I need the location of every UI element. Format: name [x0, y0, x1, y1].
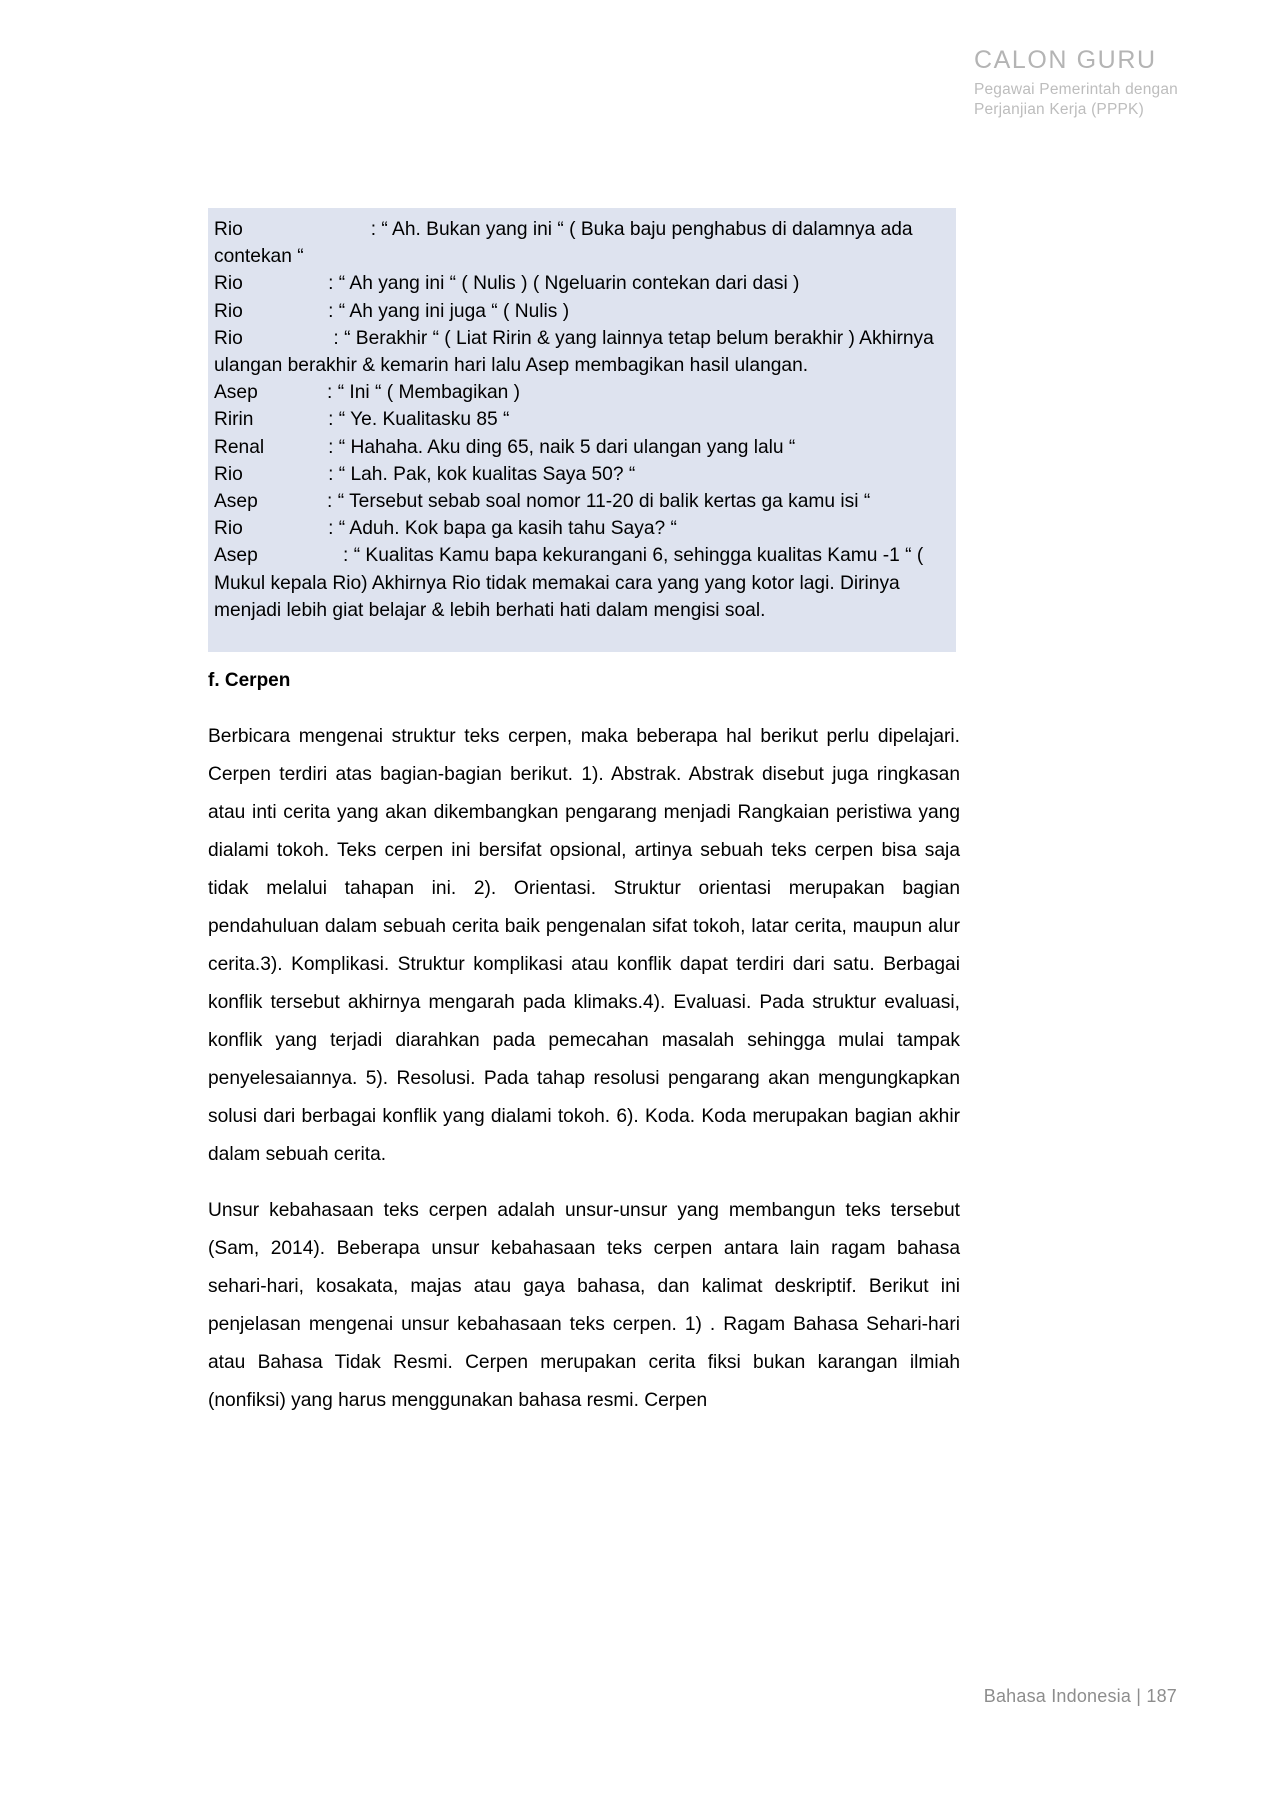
- body-paragraph: Unsur kebahasaan teks cerpen adalah unsur-unsur yang membangun teks tersebut (Sam, 2014). Beberapa unsur kebahasaan teks cerpen antara lain ragam bahasa sehari-hari, kosakata, majas atau gaya bahasa, dan kalimat deskriptif. Berikut ini penjelasan mengenai unsur kebahasaan teks cerpen. 1) . Ragam Bahasa Sehari-hari atau Bahasa Tidak Resmi. Cerpen merupakan cerita fiksi bukan karangan ilmiah (nonfiksi) yang harus menggunakan bahasa resmi. Cerpen: [208, 1200, 960, 1411]
- dialogue-line: Rio : “ Berakhir “ ( Liat Ririn & yang lainnya tetap belum berakhir ) Akhirnya ulangan berakhir & kemarin hari lalu Asep membagikan hasil ulangan.: [214, 327, 940, 377]
- section-heading: f. Cerpen: [208, 670, 291, 691]
- dialogue-line: Rio : “ Lah. Pak, kok kualitas Saya 50? “: [214, 463, 636, 485]
- body-content: [208, 718, 960, 1420]
- dialogue-line: Renal : “ Hahaha. Aku ding 65, naik 5 dari ulangan yang lalu “: [214, 436, 796, 458]
- dialogue-line: Asep : “ Kualitas Kamu bapa kekurangani 6, sehingga kualitas Kamu -1 “ ( Mukul kepala Rio) Akhirnya Rio tidak memakai cara yang yang kotor lagi. Dirinya menjadi lebih giat belajar & lebih berhati hati dalam mengisi soal.: [214, 545, 929, 621]
- brand-title: CALON GURU: [973, 46, 1157, 74]
- document-header-brand: [974, 44, 1178, 120]
- page-footer: Bahasa Indonesia | 187: [983, 1686, 1177, 1706]
- dialogue-line: Rio : “ Ah yang ini “ ( Nulis ) ( Ngeluarin contekan dari dasi ): [214, 273, 800, 295]
- dialogue-line: Asep : “ Tersebut sebab soal nomor 11-20 di balik kertas ga kamu isi “: [214, 491, 871, 513]
- brand-subtitle-line-2: Perjanjian Kerja (PPPK): [973, 100, 1144, 118]
- dialogue-line: Rio : “ Aduh. Kok bapa ga kasih tahu Saya? “: [214, 518, 677, 540]
- dialogue-excerpt-box: [208, 208, 956, 652]
- body-paragraph: Berbicara mengenai struktur teks cerpen, maka beberapa hal berikut perlu dipelajari. Cerpen terdiri atas bagian-bagian berikut. 1). Abstrak. Abstrak disebut juga ringkasan atau inti cerita yang akan dikembangkan pengarang menjadi Rangkaian peristiwa yang dialami tokoh. Teks cerpen ini bersifat opsional, artinya sebuah teks cerpen bisa saja tidak melalui tahapan ini. 2). Orientasi. Struktur orientasi merupakan bagian pendahuluan dalam sebuah cerita baik pengenalan sifat tokoh, latar cerita, maupun alur cerita.3). Komplikasi. Struktur komplikasi atau konflik dapat terdiri dari satu. Berbagai konflik tersebut akhirnya mengarah pada klimaks.4). Evaluasi. Pada struktur evaluasi, konflik yang terjadi diarahkan pada pemecahan masalah sehingga mulai tampak penyelesaiannya. 5). Resolusi. Pada tahap resolusi pengarang akan mengungkapkan solusi dari berbagai konflik yang dialami tokoh. 6). Koda. Koda merupakan bagian akhir dalam sebuah cerita.: [208, 726, 960, 1165]
- brand-subtitle-line-1: Pegawai Pemerintah dengan: [973, 81, 1178, 98]
- dialogue-line: Asep : “ Ini “ ( Membagikan ): [214, 382, 521, 404]
- dialogue-line: Rio : “ Ah yang ini juga “ ( Nulis ): [214, 300, 570, 322]
- dialogue-lines-container: [208, 216, 956, 624]
- dialogue-line: Rio : “ Ah. Bukan yang ini “ ( Buka baju penghabus di dalamnya ada contekan “: [214, 219, 918, 268]
- dialogue-line: Ririn : “ Ye. Kualitasku 85 “: [214, 409, 510, 431]
